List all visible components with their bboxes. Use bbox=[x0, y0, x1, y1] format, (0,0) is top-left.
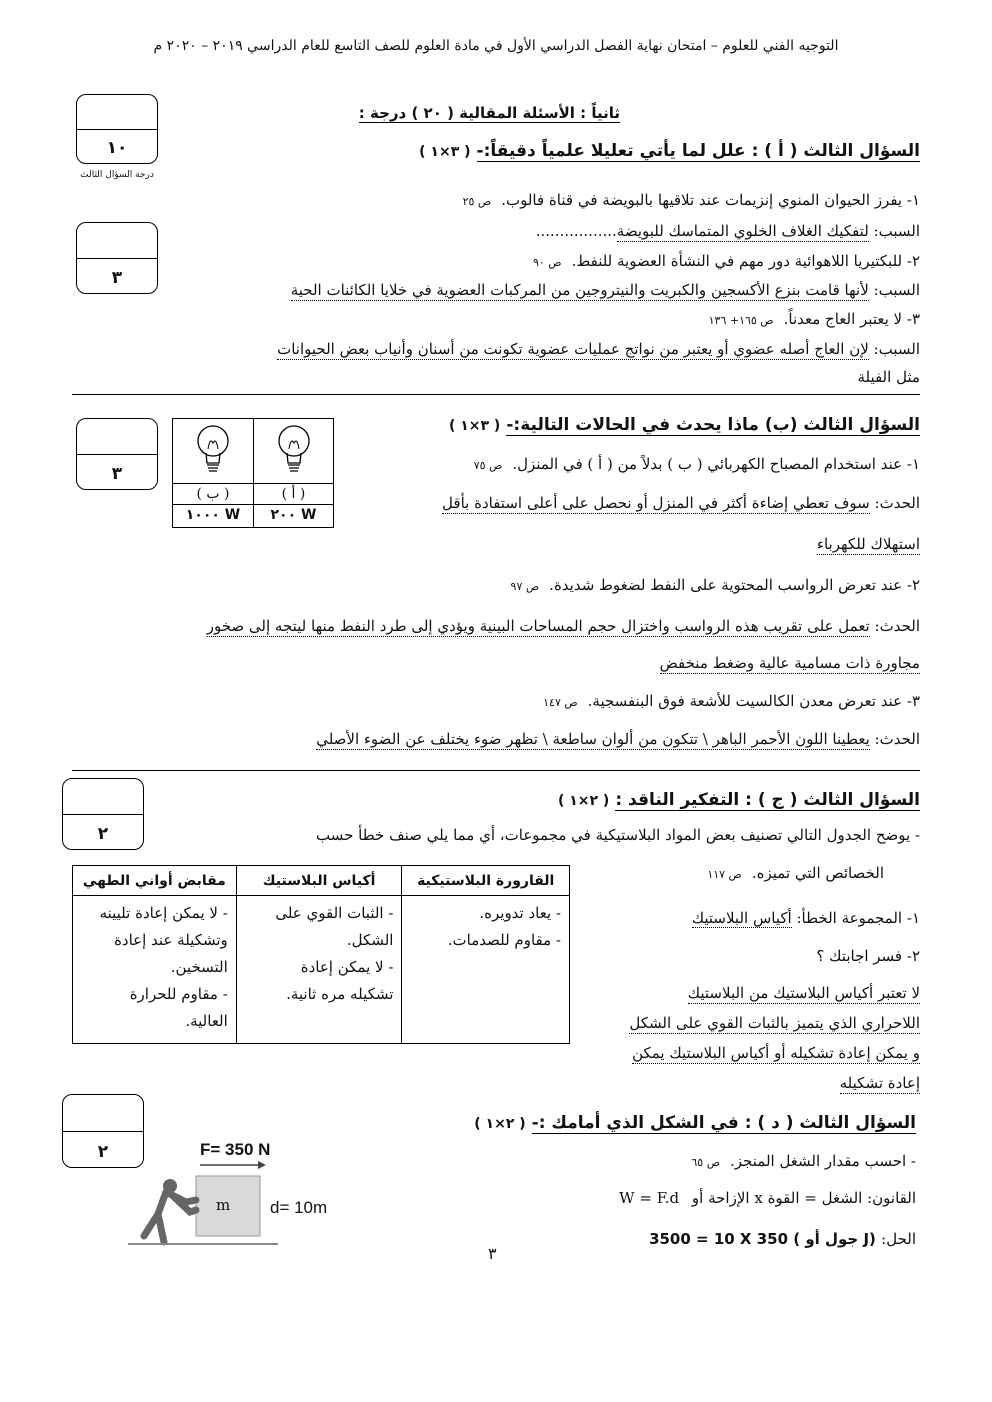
force-figure bbox=[128, 1138, 358, 1250]
qb-item-2-answer-cont: مجاورة ذات مسامية عالية وضغط منخفض bbox=[659, 654, 920, 672]
qb-item-3-answer: الحدث: يعطينا اللون الأحمر الباهر \ تتكون من ألوان ساطعة \ تظهر ضوء يختلف عن الضوء الأصلي bbox=[316, 730, 920, 748]
page-number: ٣ bbox=[488, 1244, 497, 1263]
qd-question: - احسب مقدار الشغل المنجز.ص ٦٥ bbox=[691, 1152, 916, 1170]
col-header-bags: أكياس البلاستيك bbox=[236, 866, 402, 896]
divider-1 bbox=[72, 394, 920, 395]
qa-item-3-question: ٣- لا يعتبر العاج معدناً.ص ١٦٥+ ١٣٦ bbox=[708, 310, 920, 328]
qd-score-value: ٢ bbox=[97, 1142, 109, 1162]
divider-2 bbox=[72, 770, 920, 771]
qa-item-1-answer: السبب: لتفكيك الغلاف الخلوي المتماسك للبويضة................. bbox=[535, 222, 920, 240]
qc-explain-line-2: اللاحراري الذي يتميز بالثبات القوي على الشكل bbox=[629, 1014, 920, 1032]
qc-wrong-group: ١- المجموعة الخطأ: أكياس البلاستيك bbox=[691, 909, 920, 927]
qd-title: السؤال الثالث ( د ) : في الشكل الذي أمامك :-( ٢×١ ) bbox=[474, 1113, 916, 1133]
bulb-b-label: ( ب ) bbox=[173, 483, 253, 504]
qc-explain-question: ٢- فسر اجابتك ؟ bbox=[816, 947, 920, 965]
qb-item-1-question: ١- عند استخدام المصباح الكهربائي ( ب ) بدلاً من ( أ ) في المنزل.ص ٧٥ bbox=[473, 455, 920, 473]
plastic-table bbox=[72, 865, 570, 1044]
qb-title: السؤال الثالث (ب) ماذا يحدث في الحالات التالية:-( ٣×١ ) bbox=[448, 415, 920, 435]
col-header-bottle: القارورة البلاستيكية bbox=[402, 866, 570, 896]
qb-score-box bbox=[76, 418, 158, 490]
table-header-row bbox=[73, 866, 570, 896]
distance-label: d= 10m bbox=[270, 1198, 328, 1217]
qc-score-value: ٢ bbox=[97, 824, 109, 844]
qb-score-value: ٣ bbox=[111, 464, 123, 484]
qc-explain-line-1: لا تعتبر أكياس البلاستيك من البلاستيك bbox=[687, 984, 920, 1002]
qd-law: القانون: الشغل = القوة x الإزاحة أو W = F.d bbox=[619, 1189, 916, 1207]
force-label: F= 350 N bbox=[200, 1140, 271, 1159]
bulb-a-watt: ٢٠٠ W bbox=[254, 504, 333, 525]
bulb-a-label: ( أ ) bbox=[254, 483, 333, 504]
qa-score-box bbox=[76, 222, 158, 294]
exam-header: التوجيه الفني للعلوم – امتحان نهاية الفصل الدراسي الأول في مادة العلوم للصف التاسع للعام الدراسي ٢٠١٩ – ٢٠٢٠ م bbox=[153, 38, 839, 54]
col-header-handles: مقابض أواني الطهي bbox=[73, 866, 237, 896]
cell-bottle: - يعاد تدويره. - مقاوم للصدمات. bbox=[402, 896, 570, 1044]
qc-title: السؤال الثالث ( ج ) : التفكير الناقد :( ٢×١ ) bbox=[557, 790, 920, 810]
bulb-a bbox=[253, 419, 333, 527]
qb-item-2-question: ٢- عند تعرض الرواسب المحتوية على النفط لضغوط شديدة.ص ٩٧ bbox=[510, 576, 920, 594]
qb-item-3-question: ٣- عند تعرض معدن الكالسيت للأشعة فوق البنفسجية.ص ١٤٧ bbox=[543, 692, 920, 710]
qd-solution: الحل: 3500 = 10 X 350 ( جول أو J) bbox=[649, 1230, 916, 1248]
qa-title: السؤال الثالث ( أ ) : علل لما يأتي تعليلا علمياً دقيقاً:-( ٣×١ ) bbox=[419, 141, 920, 161]
qb-item-1-answer: الحدث: سوف تعطي إضاءة أكثر في المنزل أو نحصل على أعلى استفادة بأقل bbox=[442, 494, 920, 512]
qa-score-value: ٣ bbox=[111, 268, 123, 288]
qa-item-2-answer: السبب: لأنها قامت بنزع الأكسجين والكبريت والنيتروجين من المركبات العضوية في خلايا الكائنات الحية bbox=[290, 281, 920, 299]
force-arrow-icon bbox=[198, 1160, 268, 1170]
total-score-box bbox=[76, 94, 158, 164]
qc-score-box bbox=[62, 778, 144, 850]
lightbulb-icon bbox=[173, 419, 253, 479]
lightbulb-icon bbox=[254, 419, 334, 479]
section-title: ثانياً : الأسئلة المقالية ( ٢٠ ) درجة : bbox=[358, 104, 620, 122]
bulbs-figure bbox=[172, 418, 334, 528]
qa-item-3-answer: السبب: لإن العاج أصله عضوي أو يعتبر من نواتج عمليات عضوية تكونت من أسنان وأنياب بعض الحيوانات bbox=[277, 340, 920, 358]
qa-item-1-question: ١- يفرز الحيوان المنوي إنزيمات عند تلاقيها بالبويضة في قناة فالوب.ص ٢٥ bbox=[462, 191, 920, 209]
person-pushing-icon bbox=[128, 1172, 278, 1250]
qb-item-1-answer-cont: استهلاك للكهرباء bbox=[816, 535, 920, 553]
total-score-caption: درجة السؤال الثالث bbox=[80, 170, 154, 180]
bulb-b bbox=[173, 419, 253, 527]
qb-item-2-answer: الحدث: تعمل على تقريب هذه الرواسب واختزال حجم المساحات البينية ويؤدي إلى طرد النفط منها ليتجه إلى صخور bbox=[206, 617, 920, 635]
qc-intro: - يوضح الجدول التالي تصنيف بعض المواد البلاستيكية في مجموعات، أي مما يلي صنف خطأ حسب bbox=[316, 826, 920, 844]
bulb-b-watt: ١٠٠٠ W bbox=[173, 504, 253, 525]
mass-label: m bbox=[216, 1196, 231, 1214]
qa-item-3-answer-cont: مثل الفيلة bbox=[857, 368, 920, 386]
table-row bbox=[73, 896, 570, 1044]
qa-item-2-question: ٢- للبكتيريا اللاهوائية دور مهم في النشأة العضوية للنفط.ص ٩٠ bbox=[532, 252, 920, 270]
total-score-value: ١٠ bbox=[106, 138, 128, 158]
cell-handles: - لا يمكن إعادة تليينه وتشكيلة عند إعادة التسخين. - مقاوم للحرارة العالية. bbox=[73, 896, 237, 1044]
cell-bags: - الثبات القوي على الشكل. - لا يمكن إعادة تشكيله مره ثانية. bbox=[236, 896, 402, 1044]
qc-intro-cont: الخصائص التي تميزه.ص ١١٧ bbox=[707, 864, 884, 882]
qc-explain-line-4: إعادة تشكيله bbox=[839, 1074, 920, 1092]
qc-explain-line-3: و يمكن إعادة تشكيله أو أكياس البلاستيك يمكن bbox=[632, 1044, 920, 1062]
